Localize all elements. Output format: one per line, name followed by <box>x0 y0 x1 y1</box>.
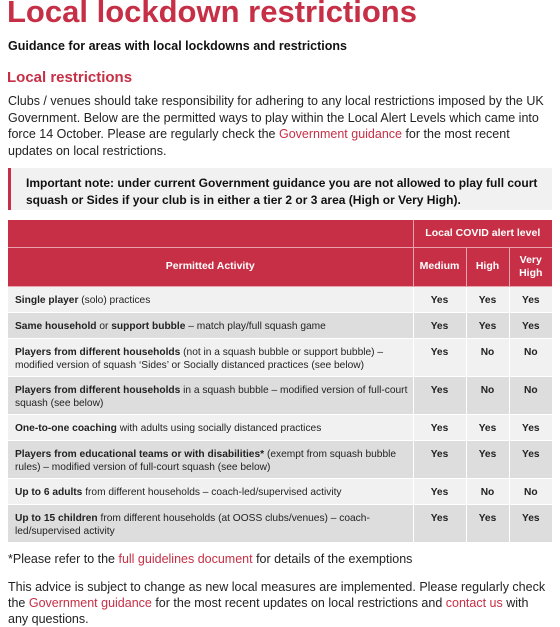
table-row <box>8 504 552 542</box>
value-cell-very-high: Yes <box>509 504 552 542</box>
activity-cell <box>8 338 413 376</box>
activity-bold-text: support bubble <box>111 320 186 332</box>
intro-text-end: for the most recent updates on local restrictions. <box>8 127 510 158</box>
value-cell-medium: Yes <box>413 312 466 338</box>
footnote-text-start: *Please refer to the <box>8 552 119 566</box>
activity-bold-text: One-to-one coaching <box>15 422 117 434</box>
activity-bold-text: Single player <box>15 294 79 306</box>
table-row <box>8 286 552 312</box>
activity-text: from different households (at OOSS clubs/venues) – coach-led/supervised activity <box>15 512 370 537</box>
value-cell-high: Yes <box>466 312 509 338</box>
value-cell-high: Yes <box>466 440 509 478</box>
value-cell-high: No <box>466 478 509 504</box>
activity-cell <box>8 478 413 504</box>
table-row <box>8 478 552 504</box>
full-guidelines-link[interactable]: full guidelines document <box>118 552 253 566</box>
activity-text: from different households – coach-led/supervised activity <box>82 486 342 498</box>
permitted-activity-header: Permitted Activity <box>8 247 413 286</box>
advice-text-middle: for the most recent updates on local restrictions and <box>151 596 446 610</box>
activity-cell <box>8 286 413 312</box>
activity-text: (exempt from squash bubble rules) – modified version of full-court squash (see below) <box>15 448 397 473</box>
activity-bold-text: Same household <box>15 320 97 332</box>
government-guidance-link[interactable]: Government guidance <box>278 127 402 141</box>
activity-bold-text: Players from different households <box>15 384 181 396</box>
activity-text: – match play/full squash game <box>185 320 326 332</box>
value-cell-medium: Yes <box>413 504 466 542</box>
value-cell-very-high: Yes <box>509 440 552 478</box>
page-subtitle: Guidance for areas with local lockdowns and restrictions <box>8 39 347 53</box>
value-cell-medium: Yes <box>413 478 466 504</box>
activity-cell <box>8 376 413 414</box>
level-header-high: High <box>466 247 509 286</box>
level-header-medium: Medium <box>413 247 466 286</box>
government-guidance-link-2[interactable]: Government guidance <box>28 596 152 610</box>
value-cell-very-high: No <box>509 376 552 414</box>
value-cell-high: Yes <box>466 414 509 440</box>
alert-level-group-header: Local COVID alert level <box>413 220 552 247</box>
advice-text-start: This advice is subject to change as new local measures are implemented. Please regularly check the <box>8 580 546 610</box>
table-row <box>8 376 552 414</box>
value-cell-high: Yes <box>466 286 509 312</box>
advice-text-end: with any questions. <box>8 596 529 626</box>
restrictions-table <box>8 220 552 543</box>
activity-text: (not in a squash bubble or support bubble) – modified version of squash ‘Sides’ or Socially distanced practices (see below) <box>15 346 384 371</box>
value-cell-very-high: Yes <box>509 312 552 338</box>
contact-us-link[interactable]: contact us <box>445 596 503 610</box>
value-cell-medium: Yes <box>413 376 466 414</box>
value-cell-high: Yes <box>466 504 509 542</box>
activity-text: with adults using socially distanced practices <box>116 422 322 434</box>
table-row <box>8 338 552 376</box>
activity-cell <box>8 440 413 478</box>
value-cell-very-high: No <box>509 338 552 376</box>
value-cell-very-high: Yes <box>509 286 552 312</box>
value-cell-medium: Yes <box>413 440 466 478</box>
value-cell-medium: Yes <box>413 414 466 440</box>
value-cell-very-high: Yes <box>509 414 552 440</box>
activity-bold-text: Up to 15 children <box>15 512 98 524</box>
footnote-text-end: for details of the exemptions <box>252 552 413 566</box>
activity-cell <box>8 504 413 542</box>
activity-text: or <box>96 320 112 332</box>
activity-cell <box>8 414 413 440</box>
section-heading: Local restrictions <box>7 69 133 86</box>
page-title: Local lockdown restrictions <box>7 0 417 29</box>
footnote <box>8 552 412 566</box>
table-body <box>8 286 552 542</box>
activity-cell <box>8 312 413 338</box>
table-row <box>8 440 552 478</box>
activity-text: in a squash bubble – modified version of full-court squash (see below) <box>15 384 408 409</box>
table-row <box>8 312 552 338</box>
activity-bold-text: Up to 6 adults <box>15 486 83 498</box>
table-header-empty <box>8 220 413 247</box>
value-cell-very-high: No <box>509 478 552 504</box>
level-header-very-high: Very High <box>509 247 552 286</box>
intro-text-start: Clubs / venues should take responsibility for adhering to any local restrictions imposed by the UK Government. Below are the permitted ways to play within the Local Alert Levels which came into force 14 October. Please are regularly check the <box>8 94 544 141</box>
activity-text: (solo) practices <box>78 294 151 306</box>
value-cell-high: No <box>466 376 509 414</box>
activity-bold-text: Players from different households <box>15 346 181 358</box>
activity-bold-text: Players from educational teams or with disabilities* <box>15 448 265 460</box>
intro-paragraph <box>8 93 548 159</box>
advice-paragraph <box>8 579 548 627</box>
value-cell-medium: Yes <box>413 286 466 312</box>
value-cell-high: No <box>466 338 509 376</box>
value-cell-medium: Yes <box>413 338 466 376</box>
important-note: Important note: under current Government guidance you are not allowed to play full court squash or Sides if your club is in either a tier 2 or 3 area (High or Very High). <box>8 168 552 210</box>
table-row <box>8 414 552 440</box>
